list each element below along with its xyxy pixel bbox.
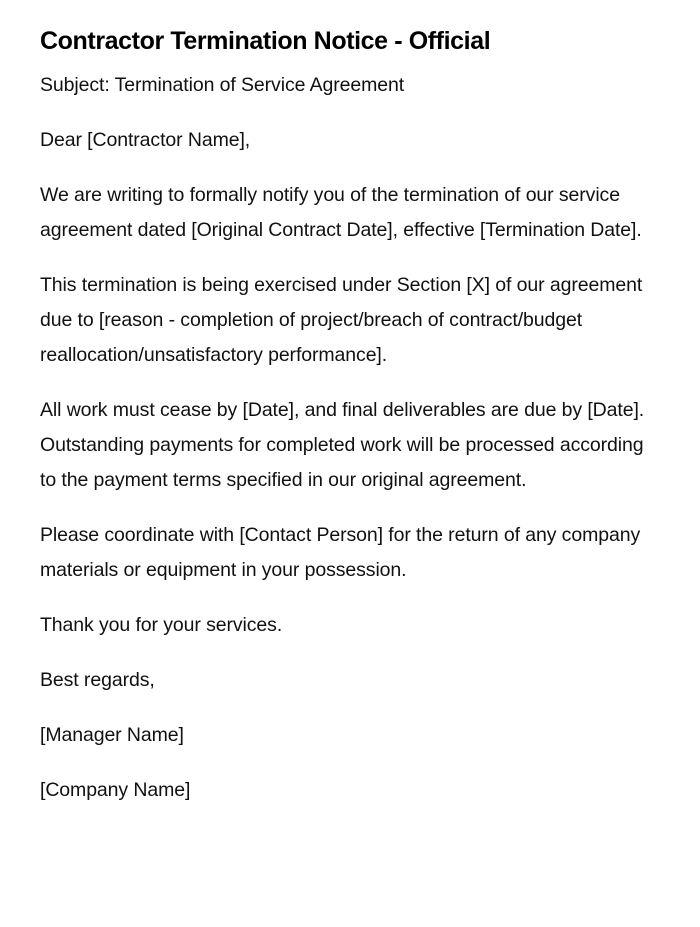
salutation: Dear [Contractor Name], [40,129,251,151]
body-paragraph-reason: This termination is being exercised under Section [X] of our agreement due to [reason - completion of project/breach of contract/budget reallocation/unsatisfactory performance]. [40,274,643,366]
document-title: Contractor Termination Notice - Official [40,27,491,55]
signature-manager-name: [Manager Name] [40,724,184,746]
signature-company-name: [Company Name] [40,779,191,801]
body-paragraph-notice: We are writing to formally notify you of the termination of our service agreement dated [Original Contract Date], effective [Termination Date]. [40,184,642,241]
body-paragraph-return-materials: Please coordinate with [Contact Person] for the return of any company materials or equipment in your possession. [40,524,641,581]
body-paragraph-deliverables: All work must cease by [Date], and final deliverables are due by [Date]. Outstanding payments for completed work will be processed according to the payment terms specified in our original agreement. [40,399,645,491]
subject-line: Subject: Termination of Service Agreement [40,74,405,96]
closing: Best regards, [40,669,155,691]
thank-you-line: Thank you for your services. [40,614,283,636]
